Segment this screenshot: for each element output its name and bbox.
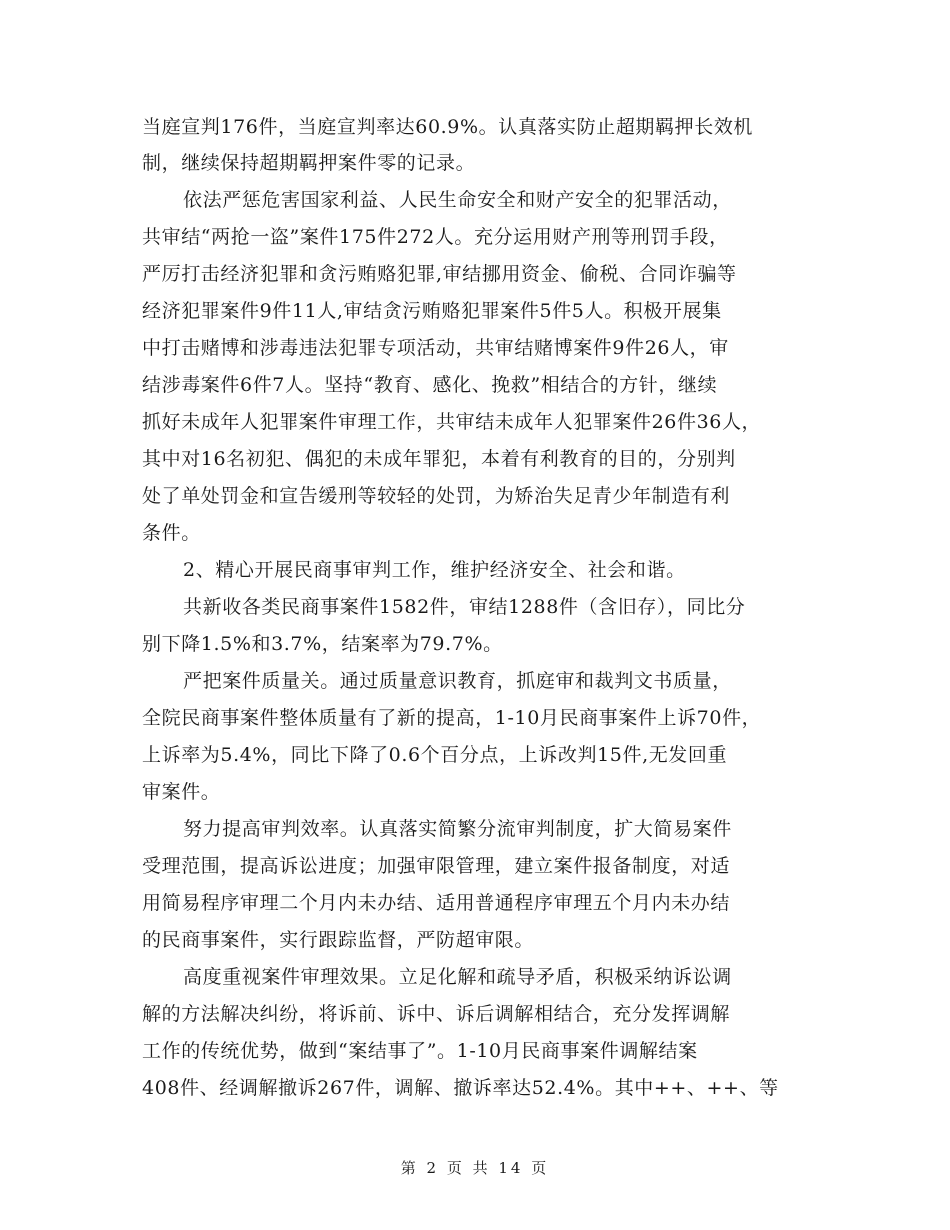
text-line: 处了单处罚金和宣告缓刑等较轻的处罚，为矫治失足青少年制造有利 (142, 485, 731, 507)
text-line: 条件。 (142, 522, 201, 544)
text-line: 上诉率为5.4%，同比下降了0.6个百分点，上诉改判15件,无发回重 (142, 744, 728, 766)
text-line: 依法严惩危害国家利益、人民生命安全和财产安全的犯罪活动， (183, 189, 732, 211)
text-line: 制，继续保持超期羁押案件零的记录。 (142, 152, 476, 174)
text-line: 中打击赌博和涉毒违法犯罪专项活动，共审结赌博案件9件26人，审 (142, 337, 729, 359)
text-line: 高度重视案件审理效果。立足化解和疏导矛盾，积极采纳诉讼调 (183, 966, 732, 988)
text-line: 当庭宣判176件，当庭宣判率达60.9%。认真落实防止超期羁押长效机 (142, 116, 754, 138)
text-line: 抓好未成年人犯罪案件审理工作，共审结未成年人犯罪案件26件36人， (142, 411, 762, 433)
text-line: 经济犯罪案件9件11人,审结贪污贿赂犯罪案件5件5人。积极开展集 (142, 300, 722, 322)
text-line: 共新收各类民商事案件1582件，审结1288件（含旧存），同比分 (183, 596, 746, 618)
page-number-footer: 第 2 页 共 14 页 (400, 1159, 550, 1177)
text-line: 用简易程序审理二个月内未办结、适用普通程序审理五个月内未办结 (142, 892, 731, 914)
section-heading: 2、精心开展民商事审判工作，维护经济安全、社会和谐。 (183, 559, 686, 581)
text-line: 审案件。 (142, 781, 221, 803)
text-line: 受理范围，提高诉讼进度；加强审限管理，建立案件报备制度，对适 (142, 855, 731, 877)
text-line: 结涉毒案件6件7人。坚持“教育、感化、挽救”相结合的方针，继续 (142, 374, 718, 396)
text-line: 努力提高审判效率。认真落实简繁分流审判制度，扩大简易案件 (183, 818, 732, 840)
text-line: 严把案件质量关。通过质量意识教育，抓庭审和裁判文书质量， (183, 670, 732, 692)
text-line: 严厉打击经济犯罪和贪污贿赂犯罪,审结挪用资金、偷税、合同诈骗等 (142, 263, 737, 285)
text-line: 解的方法解决纠纷，将诉前、诉中、诉后调解相结合，充分发挥调解 (142, 1003, 731, 1025)
text-line: 共审结“两抢一盗”案件175件272人。充分运用财产刑等刑罚手段， (142, 226, 729, 248)
text-line: 408件、经调解撤诉267件，调解、撤诉率达52.4%。其中++、++、等 (142, 1077, 779, 1099)
text-line: 工作的传统优势，做到“案结事了”。1-10月民商事案件调解结案 (142, 1040, 698, 1062)
text-line: 全院民商事案件整体质量有了新的提高，1-10月民商事案件上诉70件， (142, 707, 762, 729)
text-line: 其中对16名初犯、偶犯的未成年罪犯，本着有利教育的目的，分别判 (142, 448, 736, 470)
text-line: 别下降1.5%和3.7%，结案率为79.7%。 (142, 633, 503, 655)
text-line: 的民商事案件，实行跟踪监督，严防超审限。 (142, 929, 535, 951)
